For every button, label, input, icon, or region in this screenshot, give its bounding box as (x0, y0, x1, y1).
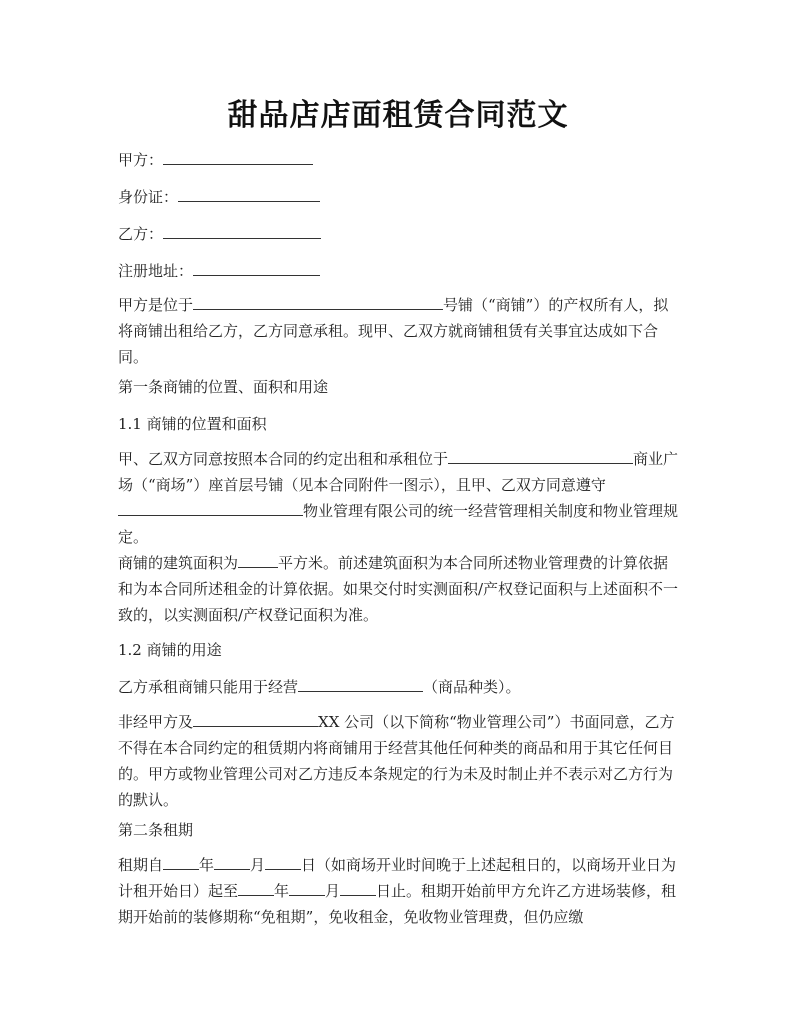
section-1-1-heading: 1.1 商铺的位置和面积 (118, 415, 267, 433)
a2-year-label-1: 年 (199, 856, 215, 874)
section-1-2-paragraph-2 (118, 709, 680, 813)
field-party-a (118, 147, 680, 173)
field-party-b-label: 乙方： (118, 225, 164, 243)
field-party-b (118, 221, 680, 247)
s1-p1-text-b: 商业广场（“商场”）座首层号铺（见本合同附件一图示），且甲、乙双方同意遵守 (118, 450, 679, 494)
s2-p2-text-a: 非经甲方及 (118, 713, 194, 731)
section-1-2-heading: 1.2 商铺的用途 (118, 641, 222, 659)
end-day-blank (340, 880, 376, 896)
article2-heading: 第二条租期 (118, 821, 194, 839)
company-name-blank (193, 711, 318, 727)
document-title: 甜品店店面租赁合同范文 (227, 98, 569, 133)
address-blank (193, 260, 320, 276)
field-id-card-label: 身份证： (118, 188, 179, 206)
area-blank (238, 552, 278, 568)
s2-p1-text-b: （商品种类）。 (423, 678, 521, 696)
management-company-blank (118, 500, 303, 516)
a2-year-label-2: 年 (274, 882, 290, 900)
intro-text-after: 号铺（“商铺”）的产权所有人，拟将商铺出租给乙方，乙方同意承租。现甲、乙双方就商铺租赁有关事宜达成如下合同。 (118, 296, 669, 366)
section-1-1-paragraph-1 (118, 446, 680, 550)
intro-paragraph (118, 292, 680, 370)
field-address (118, 258, 680, 284)
a2-month-label-2: 月 (325, 882, 341, 900)
end-year-blank (238, 880, 274, 896)
start-month-blank (214, 854, 250, 870)
end-month-blank (289, 880, 325, 896)
start-day-blank (265, 854, 301, 870)
s1-p2-text-a: 商铺的建筑面积为 (118, 554, 239, 572)
s1-p1-text-c: 物业管理有限公司的统一经营管理相关制度和物业管理规定。 (118, 502, 679, 546)
section-1-2-paragraph-1 (118, 674, 680, 700)
a2-text-end: 日止。租期开始前甲方允许乙方进场装修，租期开始前的装修期称“免租期”，免收租金，免收物业管理费，但仍应缴 (118, 882, 677, 926)
goods-type-blank (298, 676, 423, 692)
field-party-a-label: 甲方： (118, 151, 164, 169)
s1-p2-text-b: 平方米。前述建筑面积为本合同所述物业管理费的计算依据和为本合同所述租金的计算依据。如果交付时实测面积/产权登记面积与上述面积不一致的，以实测面积/产权登记面积为准。 (118, 554, 679, 624)
a2-text-start: 租期自 (118, 856, 164, 874)
party-a-blank (163, 149, 313, 165)
id-card-blank (178, 186, 320, 202)
a2-month-label-1: 月 (250, 856, 266, 874)
s2-p1-text-a: 乙方承租商铺只能用于经营 (118, 678, 299, 696)
s2-p2-text-b: XX 公司（以下简称“物业管理公司”）书面同意，乙方不得在本合同约定的租赁期内将商铺用于经营其他任何种类的商品和用于其它任何目的。甲方或物业管理公司对乙方违反本条规定的行为未及时制止并不表示对乙方行为的默认。 (118, 713, 675, 809)
s1-p1-text-a: 甲、乙双方同意按照本合同的约定出租和承租位于 (118, 450, 449, 468)
start-year-blank (163, 854, 199, 870)
article1-heading: 第一条商铺的位置、面积和用途 (118, 378, 329, 396)
a2-text-middle: 日（如商场开业时间晚于上述起租日的，以商场开业日为计租开始日）起至 (118, 856, 677, 900)
plaza-name-blank (448, 448, 633, 464)
field-id-card (118, 184, 680, 210)
property-location-blank (193, 294, 443, 310)
article2-paragraph-1 (118, 852, 680, 930)
intro-text-before: 甲方是位于 (118, 296, 194, 314)
field-address-label: 注册地址： (118, 262, 194, 280)
party-b-blank (163, 223, 321, 239)
section-1-1-paragraph-2 (118, 550, 680, 628)
